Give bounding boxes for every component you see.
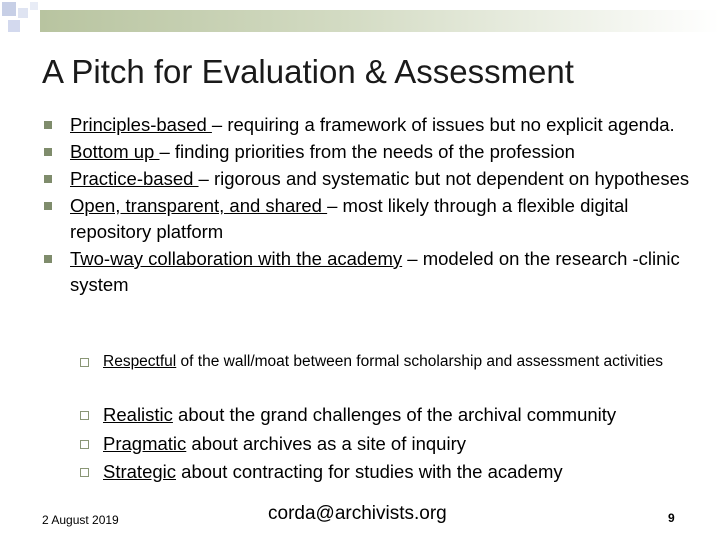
hollow-square-bullet-icon <box>80 440 89 449</box>
sub-bullet-item <box>76 352 716 372</box>
bullet-text: – most likely through a flexible digital repository platform <box>70 195 629 242</box>
footer-date: 2 August 2019 <box>42 513 119 527</box>
bullet-term: Open, transparent, and shared <box>70 195 328 216</box>
sub-bullet-text: about archives as a site of inquiry <box>186 432 466 454</box>
square-bullet-icon <box>44 255 52 263</box>
bullet-term: Practice-based <box>70 168 199 189</box>
sub-bullet-item <box>76 430 716 459</box>
sub-bullet-text: of the wall/moat between formal scholarship and assessment activities <box>176 353 663 370</box>
bullet-text: – finding priorities from the needs of the profession <box>159 141 575 162</box>
square-bullet-icon <box>44 175 52 183</box>
sub-bullet-term: Strategic <box>103 461 177 482</box>
bullet-term: Two-way collaboration with the academy <box>70 248 403 269</box>
bullet-item <box>40 166 712 192</box>
square-bullet-icon <box>44 121 52 129</box>
hollow-square-bullet-icon <box>80 468 89 477</box>
page-number: 9 <box>668 511 675 525</box>
slide-title: A Pitch for Evaluation & Assessment <box>42 53 574 90</box>
square-bullet-icon <box>44 202 52 210</box>
bullet-item <box>40 112 712 138</box>
hollow-square-bullet-icon <box>80 411 89 420</box>
bullet-term: Principles-based <box>70 114 212 135</box>
bullet-text: – requiring a framework of issues but no explicit agenda. <box>211 114 675 135</box>
footer-email: corda@archivists.org <box>268 503 447 524</box>
hollow-square-bullet-icon <box>80 358 89 367</box>
sub-bullet-text: about contracting for studies with the academy <box>176 461 563 482</box>
header-bar <box>40 10 720 32</box>
bullet-term: Bottom up <box>70 141 160 162</box>
square-bullet-icon <box>44 148 52 156</box>
bullet-text: – rigorous and systematic but not dependent on hypotheses <box>198 168 690 189</box>
sub-bullet-list <box>76 401 716 487</box>
main-bullet-list <box>40 112 712 299</box>
bullet-text: – modeled on the research -clinic system <box>70 248 680 295</box>
bullet-item <box>40 193 712 245</box>
sub-bullet-item <box>76 458 716 487</box>
sub-bullet-list <box>76 352 716 372</box>
sub-bullet-item <box>76 401 716 430</box>
bullet-item <box>40 139 712 165</box>
sub-bullet-term: Respectful <box>103 353 177 370</box>
bullet-item <box>40 246 712 298</box>
sub-bullet-text: about the grand challenges of the archival community <box>172 404 617 425</box>
sub-bullet-term: Realistic <box>103 404 173 425</box>
sub-bullet-term: Pragmatic <box>103 432 187 454</box>
